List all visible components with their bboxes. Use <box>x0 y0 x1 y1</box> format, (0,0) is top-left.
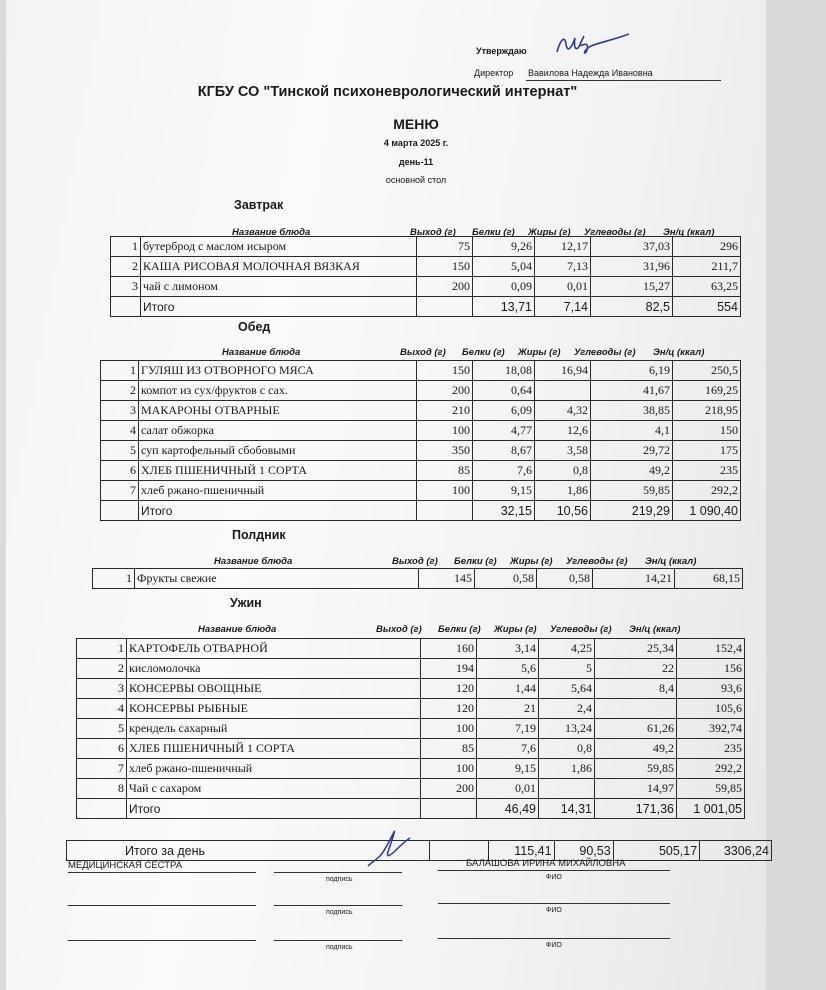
section-table <box>110 236 741 317</box>
signature-name-caption-3: ФИО <box>546 942 562 949</box>
row-number-cell: 1 <box>93 569 135 589</box>
approval-title: Утверждаю <box>476 46 527 56</box>
day-total-table <box>66 840 772 861</box>
protein-cell: 7,6 <box>473 461 535 481</box>
total-output-cell <box>421 799 477 819</box>
section-total-row <box>101 501 741 521</box>
fat-cell: 1,86 <box>535 481 591 501</box>
carbs-cell: 49,2 <box>595 739 677 759</box>
column-header-name: Название блюда <box>222 347 301 358</box>
fat-cell: 0,58 <box>537 569 593 589</box>
output-grams-cell: 200 <box>421 779 477 799</box>
row-number-cell: 2 <box>77 659 127 679</box>
energy-cell: 392,74 <box>677 719 745 739</box>
energy-cell: 250,5 <box>673 361 741 381</box>
output-grams-cell: 350 <box>417 441 473 461</box>
document-page <box>6 0 769 990</box>
section-title: Обед <box>238 320 271 334</box>
protein-cell: 5,6 <box>477 659 539 679</box>
output-grams-cell: 120 <box>421 699 477 719</box>
section-total-e: 1 090,40 <box>673 501 741 521</box>
column-header-energy: Эн/ц (ккал) <box>629 624 681 635</box>
protein-cell: 3,14 <box>477 639 539 659</box>
table-row <box>101 481 741 501</box>
protein-cell: 1,44 <box>477 679 539 699</box>
carbs-cell: 38,85 <box>591 401 673 421</box>
carbs-cell: 49,2 <box>591 461 673 481</box>
signature-name-line-2 <box>438 903 670 904</box>
carbs-cell: 61,26 <box>595 719 677 739</box>
dish-name-cell: ХЛЕБ ПШЕНИЧНЫЙ 1 СОРТА <box>127 739 421 759</box>
carbs-cell: 29,72 <box>591 441 673 461</box>
fat-cell: 4,32 <box>535 401 591 421</box>
day-total-carbs: 505,17 <box>613 841 700 861</box>
dish-name-cell: хлеб ржано-пшеничный <box>139 481 417 501</box>
row-number-cell: 5 <box>101 441 139 461</box>
dish-name-cell: салат обжорка <box>139 421 417 441</box>
column-header-fat: Жиры (г) <box>528 227 571 238</box>
column-header-protein: Белки (г) <box>462 347 505 358</box>
section-total-e: 554 <box>673 297 741 317</box>
column-header-protein: Белки (г) <box>454 556 497 567</box>
section-total-p: 32,15 <box>473 501 535 521</box>
table-row <box>77 779 745 799</box>
table-row <box>77 739 745 759</box>
energy-cell: 150 <box>673 421 741 441</box>
energy-cell: 152,4 <box>677 639 745 659</box>
table-row <box>77 679 745 699</box>
carbs-cell: 22 <box>595 659 677 679</box>
column-header-name: Название блюда <box>232 227 311 238</box>
table-row <box>101 421 741 441</box>
signature-role-line-2 <box>68 905 256 906</box>
table-row <box>77 699 745 719</box>
protein-cell: 9,15 <box>473 481 535 501</box>
protein-cell: 0,64 <box>473 381 535 401</box>
column-header-energy: Эн/ц (ккал) <box>645 556 697 567</box>
energy-cell: 292,2 <box>677 759 745 779</box>
row-number-cell: 1 <box>101 361 139 381</box>
fat-cell: 4,25 <box>539 639 595 659</box>
fat-cell: 12,6 <box>535 421 591 441</box>
protein-cell: 4,77 <box>473 421 535 441</box>
carbs-cell: 8,4 <box>595 679 677 699</box>
table-row <box>111 277 741 297</box>
energy-cell: 211,7 <box>673 257 741 277</box>
row-number-cell: 4 <box>101 421 139 441</box>
carbs-cell: 41,67 <box>591 381 673 401</box>
output-grams-cell: 100 <box>417 421 473 441</box>
protein-cell: 7,19 <box>477 719 539 739</box>
dish-name-cell: крендель сахарный <box>127 719 421 739</box>
table-row <box>93 569 743 589</box>
carbs-cell: 6,19 <box>591 361 673 381</box>
dish-name-cell: ГУЛЯШ ИЗ ОТВОРНОГО МЯСА <box>139 361 417 381</box>
protein-cell: 9,26 <box>473 237 535 257</box>
column-header-name: Название блюда <box>198 624 277 635</box>
signature-sign-line-2 <box>274 905 402 906</box>
column-header-energy: Эн/ц (ккал) <box>653 347 705 358</box>
total-output-cell <box>417 297 473 317</box>
column-header-fat: Жиры (г) <box>494 624 537 635</box>
column-header-output: Выход (г) <box>410 227 456 238</box>
column-header-protein: Белки (г) <box>472 227 515 238</box>
table-row <box>101 381 741 401</box>
day-total-energy: 3306,24 <box>700 841 772 861</box>
protein-cell: 6,09 <box>473 401 535 421</box>
section-table <box>76 638 745 819</box>
signature-name-line-3 <box>438 938 670 939</box>
row-number-cell: 7 <box>77 759 127 779</box>
row-number-cell: 3 <box>111 277 141 297</box>
dish-name-cell: бутерброд с маслом исыром <box>141 237 417 257</box>
output-grams-cell: 150 <box>417 257 473 277</box>
protein-cell: 18,08 <box>473 361 535 381</box>
director-label: Директор <box>474 68 514 78</box>
day-total-fat: 90,53 <box>554 841 613 861</box>
table-row <box>77 659 745 679</box>
section-total-c: 82,5 <box>591 297 673 317</box>
output-grams-cell: 145 <box>419 569 475 589</box>
carbs-cell: 4,1 <box>591 421 673 441</box>
column-header-output: Выход (г) <box>392 556 438 567</box>
dish-name-cell: КАРТОФЕЛЬ ОТВАРНОЙ <box>127 639 421 659</box>
protein-cell: 0,01 <box>477 779 539 799</box>
output-grams-cell: 100 <box>421 719 477 739</box>
signature-role-1: МЕДИЦИНСКАЯ СЕСТРА <box>68 860 183 871</box>
energy-cell: 175 <box>673 441 741 461</box>
output-grams-cell: 75 <box>417 237 473 257</box>
signature-sign-line-1 <box>274 872 402 873</box>
column-header-carbs: Углеводы (г) <box>566 556 628 567</box>
column-header-output: Выход (г) <box>400 347 446 358</box>
carbs-cell: 25,34 <box>595 639 677 659</box>
output-grams-cell: 100 <box>417 481 473 501</box>
row-number-cell: 3 <box>101 401 139 421</box>
section-total-row <box>111 297 741 317</box>
fat-cell: 5,64 <box>539 679 595 699</box>
row-number-cell: 1 <box>111 237 141 257</box>
section-total-label: Итого <box>139 501 417 521</box>
fat-cell: 3,58 <box>535 441 591 461</box>
dish-name-cell: ХЛЕБ ПШЕНИЧНЫЙ 1 СОРТА <box>139 461 417 481</box>
energy-cell: 296 <box>673 237 741 257</box>
column-header-carbs: Углеводы (г) <box>550 624 612 635</box>
output-grams-cell: 160 <box>421 639 477 659</box>
dish-name-cell: КОНСЕРВЫ ОВОЩНЫЕ <box>127 679 421 699</box>
row-number-cell: 5 <box>77 719 127 739</box>
carbs-cell: 31,96 <box>591 257 673 277</box>
protein-cell: 0,58 <box>475 569 537 589</box>
menu-title: МЕНЮ <box>393 116 439 132</box>
section-title: Завтрак <box>234 198 284 212</box>
menu-day: день-11 <box>398 157 434 167</box>
table-row <box>77 719 745 739</box>
energy-cell: 68,15 <box>675 569 743 589</box>
output-grams-cell: 194 <box>421 659 477 679</box>
energy-cell: 63,25 <box>673 277 741 297</box>
table-row <box>101 401 741 421</box>
section-table <box>92 568 743 589</box>
total-number-cell <box>111 297 141 317</box>
carbs-cell: 59,85 <box>595 759 677 779</box>
section-total-row <box>77 799 745 819</box>
energy-cell: 169,25 <box>673 381 741 401</box>
output-grams-cell: 85 <box>421 739 477 759</box>
energy-cell: 235 <box>677 739 745 759</box>
protein-cell: 0,09 <box>473 277 535 297</box>
fat-cell: 0,8 <box>535 461 591 481</box>
column-header-energy: Эн/ц (ккал) <box>663 227 715 238</box>
carbs-cell: 14,97 <box>595 779 677 799</box>
energy-cell: 105,6 <box>677 699 745 719</box>
protein-cell: 8,67 <box>473 441 535 461</box>
section-table <box>100 360 741 521</box>
output-grams-cell: 200 <box>417 381 473 401</box>
table-row <box>111 257 741 277</box>
total-output-cell <box>417 501 473 521</box>
energy-cell: 292,2 <box>673 481 741 501</box>
output-grams-cell: 150 <box>417 361 473 381</box>
column-header-carbs: Углеводы (г) <box>584 227 646 238</box>
signature-role-line-3 <box>68 940 256 941</box>
section-title: Полдник <box>232 528 286 542</box>
signature-name-line-1 <box>438 870 670 871</box>
protein-cell: 7,6 <box>477 739 539 759</box>
nurse-signature-image <box>364 826 414 872</box>
dish-name-cell: чай с лимоном <box>141 277 417 297</box>
fat-cell: 12,17 <box>535 237 591 257</box>
section-total-label: Итого <box>141 297 417 317</box>
day-total-row <box>67 841 772 861</box>
signature-name-1: БАЛАШОВА ИРИНА МИХАЙЛОВНА <box>466 858 626 869</box>
column-header-protein: Белки (г) <box>438 624 481 635</box>
director-name: Вавилова Надежда Ивановна <box>528 68 653 78</box>
section-total-e: 1 001,05 <box>677 799 745 819</box>
table-row <box>77 759 745 779</box>
signature-role-line-1 <box>68 872 256 873</box>
fat-cell: 1,86 <box>539 759 595 779</box>
section-title: Ужин <box>230 596 262 610</box>
fat-cell: 0,8 <box>539 739 595 759</box>
energy-cell: 93,6 <box>677 679 745 699</box>
output-grams-cell: 85 <box>417 461 473 481</box>
menu-date: 4 марта 2025 г. <box>383 138 449 148</box>
dish-name-cell: КОНСЕРВЫ РЫБНЫЕ <box>127 699 421 719</box>
organization-title: КГБУ СО "Тинской психоневрологический интернат" <box>197 84 578 100</box>
fat-cell: 5 <box>539 659 595 679</box>
energy-cell: 235 <box>673 461 741 481</box>
row-number-cell: 2 <box>101 381 139 401</box>
signature-name-caption-1: ФИО <box>546 874 562 881</box>
table-kind: основной стол <box>385 175 447 185</box>
signature-sign-caption-2: подпись <box>326 909 353 916</box>
carbs-cell: 37,03 <box>591 237 673 257</box>
column-header-name: Название блюда <box>214 556 293 567</box>
row-number-cell: 3 <box>77 679 127 699</box>
column-header-fat: Жиры (г) <box>518 347 561 358</box>
fat-cell: 13,24 <box>539 719 595 739</box>
section-total-label: Итого <box>127 799 421 819</box>
dish-name-cell: Чай с сахаром <box>127 779 421 799</box>
signature-name-caption-2: ФИО <box>546 907 562 914</box>
section-total-f: 7,14 <box>535 297 591 317</box>
fat-cell <box>539 779 595 799</box>
fat-cell: 0,01 <box>535 277 591 297</box>
dish-name-cell: суп картофельный сбобовыми <box>139 441 417 461</box>
dish-name-cell: хлеб ржано-пшеничный <box>127 759 421 779</box>
signature-sign-caption-3: подпись <box>326 944 353 951</box>
fat-cell: 7,13 <box>535 257 591 277</box>
day-total-protein: 115,41 <box>489 841 554 861</box>
column-header-fat: Жиры (г) <box>510 556 553 567</box>
total-number-cell <box>77 799 127 819</box>
fat-cell: 16,94 <box>535 361 591 381</box>
column-header-carbs: Углеводы (г) <box>574 347 636 358</box>
energy-cell: 156 <box>677 659 745 679</box>
row-number-cell: 4 <box>77 699 127 719</box>
output-grams-cell: 120 <box>421 679 477 699</box>
protein-cell: 21 <box>477 699 539 719</box>
director-underline <box>526 80 721 81</box>
dish-name-cell: КАША РИСОВАЯ МОЛОЧНАЯ ВЯЗКАЯ <box>141 257 417 277</box>
dish-name-cell: кисломолочка <box>127 659 421 679</box>
table-row <box>101 461 741 481</box>
row-number-cell: 6 <box>77 739 127 759</box>
director-signature-image <box>551 30 631 60</box>
column-header-output: Выход (г) <box>376 624 422 635</box>
fat-cell <box>535 381 591 401</box>
row-number-cell: 6 <box>101 461 139 481</box>
day-total-label: Итого за день <box>67 841 430 861</box>
carbs-cell: 15,27 <box>591 277 673 297</box>
dish-name-cell: Фрукты свежие <box>135 569 419 589</box>
row-number-cell: 1 <box>77 639 127 659</box>
signature-sign-caption-1: подпись <box>326 876 353 883</box>
output-grams-cell: 210 <box>417 401 473 421</box>
table-row <box>101 361 741 381</box>
carbs-cell: 14,21 <box>593 569 675 589</box>
carbs-cell <box>595 699 677 719</box>
carbs-cell: 59,85 <box>591 481 673 501</box>
section-total-p: 46,49 <box>477 799 539 819</box>
total-number-cell <box>101 501 139 521</box>
table-row <box>101 441 741 461</box>
protein-cell: 5,04 <box>473 257 535 277</box>
energy-cell: 59,85 <box>677 779 745 799</box>
section-total-p: 13,71 <box>473 297 535 317</box>
output-grams-cell: 100 <box>421 759 477 779</box>
section-total-f: 14,31 <box>539 799 595 819</box>
dish-name-cell: компот из сух/фруктов с сах. <box>139 381 417 401</box>
row-number-cell: 2 <box>111 257 141 277</box>
signature-sign-line-3 <box>274 940 402 941</box>
row-number-cell: 7 <box>101 481 139 501</box>
output-grams-cell: 200 <box>417 277 473 297</box>
section-total-c: 219,29 <box>591 501 673 521</box>
table-row <box>111 237 741 257</box>
row-number-cell: 8 <box>77 779 127 799</box>
protein-cell: 9,15 <box>477 759 539 779</box>
dish-name-cell: МАКАРОНЫ ОТВАРНЫЕ <box>139 401 417 421</box>
section-total-c: 171,36 <box>595 799 677 819</box>
section-total-f: 10,56 <box>535 501 591 521</box>
energy-cell: 218,95 <box>673 401 741 421</box>
fat-cell: 2,4 <box>539 699 595 719</box>
table-row <box>77 639 745 659</box>
